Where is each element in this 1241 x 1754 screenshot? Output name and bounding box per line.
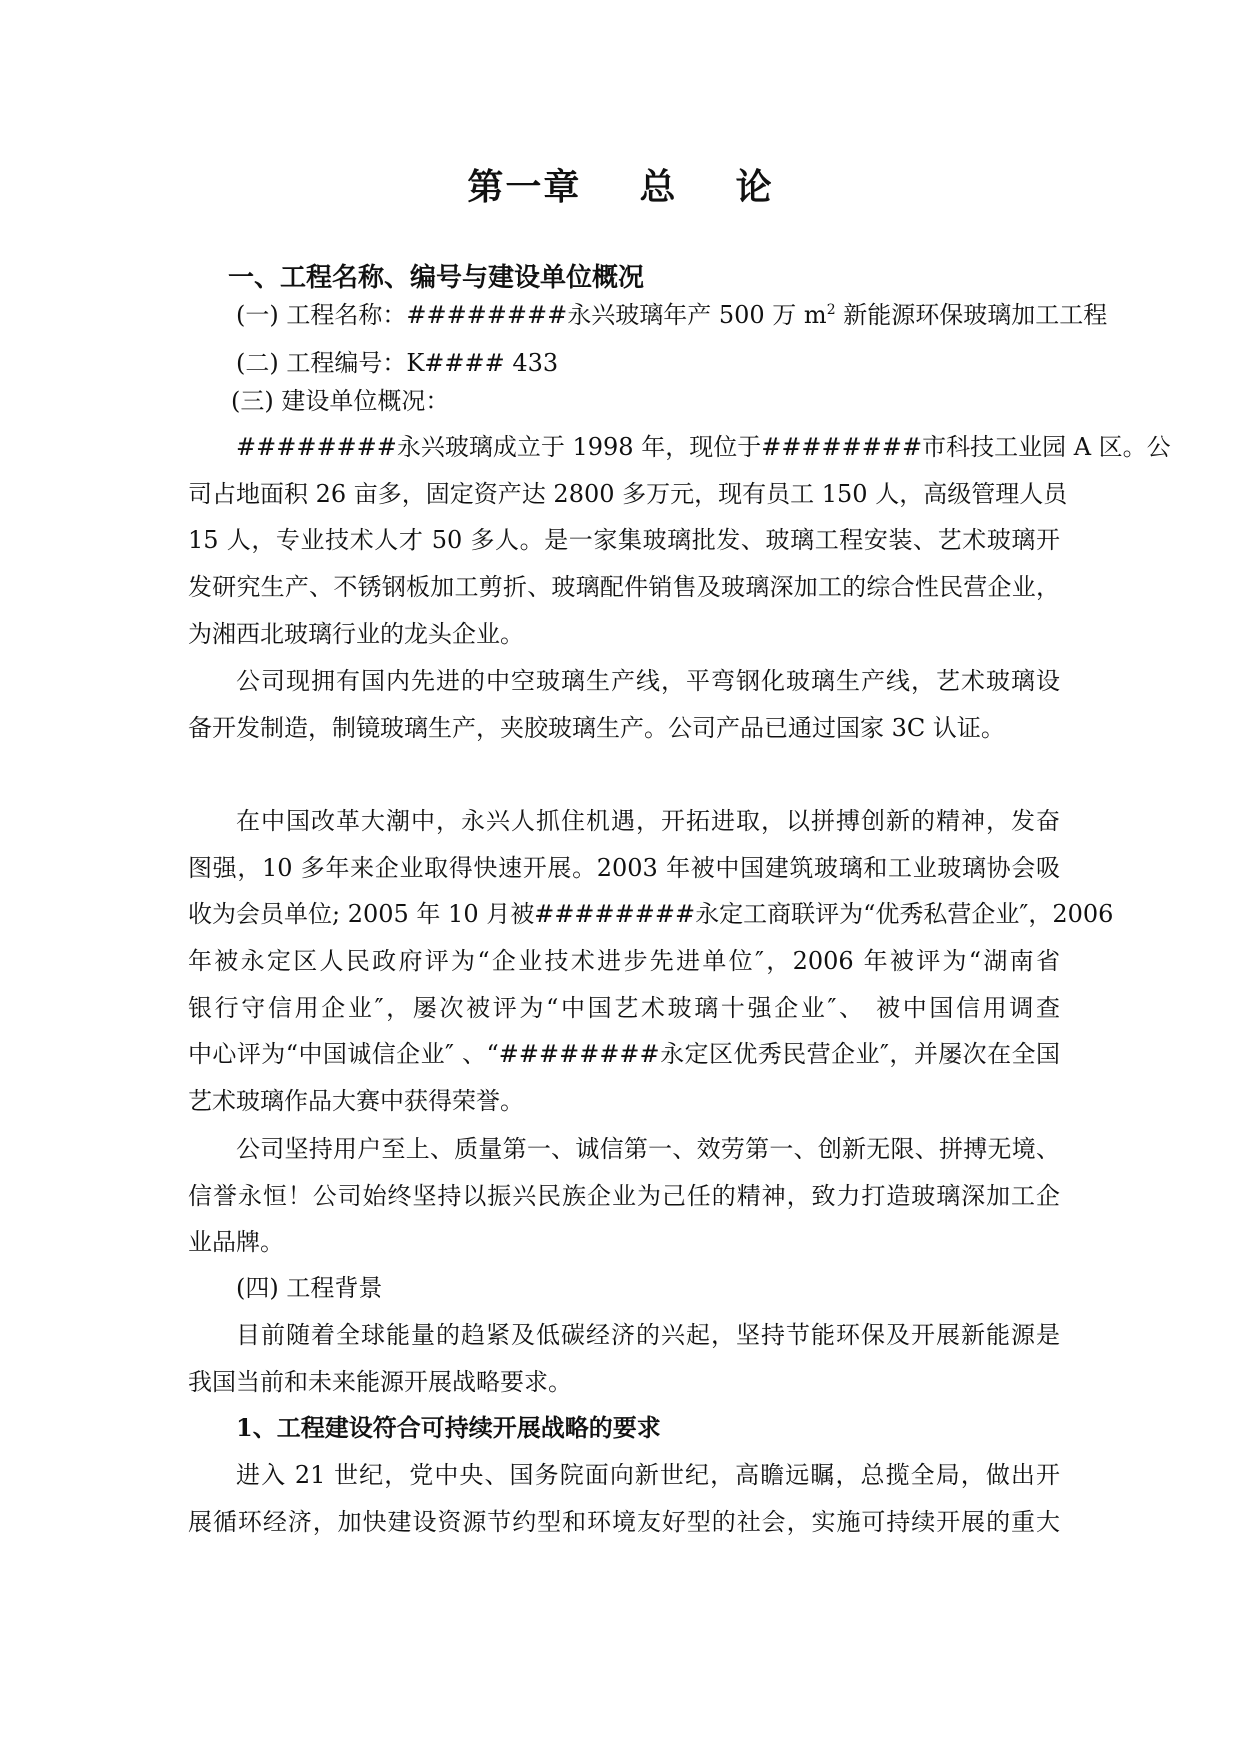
paragraph-energy-context: [188, 1312, 1060, 1405]
chapter-title: 第一章 总 论: [467, 166, 774, 208]
project-background-heading: (四) 工程背景: [236, 1274, 383, 1302]
paragraph-line: 备开发制造，制镜玻璃生产，夹胶玻璃生产。公司产品已通过国家 3C 认证。: [188, 713, 1005, 742]
paragraph-line: 公司坚持用户至上、质量第一、诚信第一、效劳第一、创新无限、拼搏无境、: [236, 1135, 1060, 1163]
paragraph-line: 年被永定区人民政府评为“企业技术进步先进单位″，2006 年被评为“湖南省: [188, 947, 1060, 976]
project-code-line: (二) 工程编号：K#### 433: [236, 349, 559, 377]
paragraph-21st-century: [188, 1452, 1060, 1545]
paragraph-line: ########永兴玻璃成立于 1998 年，现位于########市科技工业园 A 区。公: [236, 433, 1171, 461]
paragraph-line: 业品牌。: [188, 1228, 284, 1257]
paragraph-line: 艺术玻璃作品大赛中获得荣誉。: [188, 1087, 524, 1116]
construction-unit-heading: (三) 建设单位概况：: [231, 387, 450, 415]
paragraph-history-honors: [188, 798, 1114, 1125]
paragraph-line: 收为会员单位; 2005 年 10 月被########永定工商联评为“优秀私营企业″，2006: [188, 900, 1114, 929]
paragraph-line: 进入 21 世纪，党中央、国务院面向新世纪，高瞻远瞩，总揽全局，做出开: [236, 1461, 1060, 1489]
project-name-suffix: 新能源环保玻璃加工工程: [835, 301, 1108, 329]
paragraph-company-intro: [188, 424, 1171, 657]
paragraph-line: 发研究生产、不锈钢板加工剪折、玻璃配件销售及玻璃深加工的综合性民营企业，: [188, 573, 1060, 602]
paragraph-line: 司占地面积 26 亩多，固定资产达 2800 多万元，现有员工 150 人，高级管理人员: [188, 479, 1068, 508]
project-name-line: [236, 292, 1107, 339]
paragraph-line: 公司现拥有国内先进的中空玻璃生产线，平弯钢化玻璃生产线，艺术玻璃设: [236, 667, 1060, 695]
paragraph-line: 银行守信用企业″，屡次被评为“中国艺术玻璃十强企业″、 被中国信用调查: [188, 993, 1060, 1022]
paragraph-line: 展循环经济，加快建设资源节约型和环境友好型的社会，实施可持续开展的重大: [188, 1507, 1060, 1536]
section-heading: 一、工程名称、编号与建设单位概况: [228, 263, 645, 293]
project-name-superscript: 2: [826, 302, 836, 318]
paragraph-line: 目前随着全球能量的趋紧及低碳经济的兴起，坚持节能环保及开展新能源是: [236, 1321, 1060, 1349]
paragraph-line: 信誉永恒！公司始终坚持以振兴民族企业为己任的精神，致力打造玻璃深加工企: [188, 1181, 1060, 1210]
project-name-text: (一) 工程名称：########永兴玻璃年产 500 万 m: [236, 301, 827, 329]
paragraph-line: 我国当前和未来能源开展战略要求。: [188, 1367, 572, 1396]
paragraph-company-motto: [188, 1126, 1060, 1266]
paragraph-line: 中心评为“中国诚信企业″ 、“########永定区优秀民营企业″，并屡次在全国: [188, 1040, 1060, 1069]
sub-heading-sustainable-development: 1、工程建设符合可持续开展战略的要求: [236, 1413, 661, 1442]
paragraph-line: 为湘西北玻璃行业的龙头企业。: [188, 619, 524, 648]
paragraph-line: 15 人，专业技术人才 50 多人。是一家集玻璃批发、玻璃工程安装、艺术玻璃开: [188, 526, 1060, 555]
paragraph-production-lines: [188, 658, 1060, 751]
paragraph-line: 图强，10 多年来企业取得快速开展。2003 年被中国建筑玻璃和工业玻璃协会吸: [188, 853, 1060, 882]
paragraph-line: 在中国改革大潮中，永兴人抓住机遇，开拓进取，以拼搏创新的精神，发奋: [236, 807, 1060, 835]
